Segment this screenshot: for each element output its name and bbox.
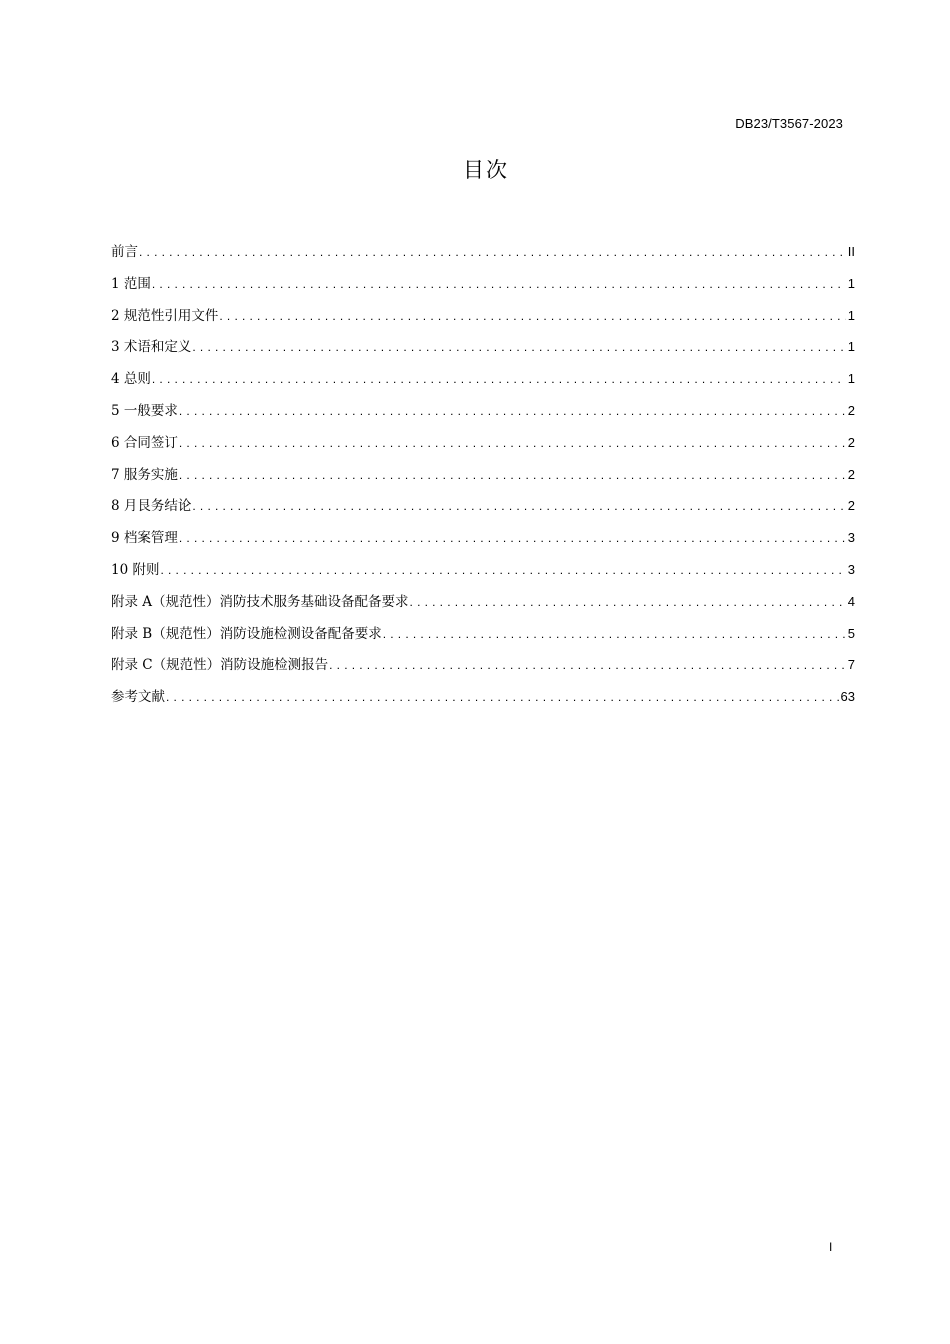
dot-leader — [160, 563, 845, 577]
toc-entry-label: 3 术语和定义 — [111, 339, 192, 356]
dot-leader — [219, 309, 845, 323]
dot-leader — [179, 404, 846, 418]
dot-leader — [383, 627, 846, 641]
toc-entry-service-conclusion[interactable] — [111, 494, 855, 526]
dot-leader — [152, 372, 846, 386]
toc-entry-label: 附录 C（规范性）消防设施检测报告 — [111, 657, 329, 674]
toc-entry-page: 4 — [847, 593, 855, 609]
toc-entry-page: 1 — [847, 339, 855, 355]
toc-entry-page: 7 — [847, 657, 855, 673]
toc-entry-appendix-a[interactable] — [111, 590, 855, 622]
toc-entry-service-implementation[interactable] — [111, 463, 855, 495]
toc-entry-label: 5 一般要求 — [111, 402, 178, 419]
toc-entry-appendix-c[interactable] — [111, 653, 855, 685]
toc-entry-label: 7 服务实施 — [111, 466, 178, 483]
dot-leader — [179, 468, 846, 482]
toc-entry-contract-signing[interactable] — [111, 431, 855, 463]
toc-entry-archive-management[interactable] — [111, 526, 855, 558]
dot-leader — [192, 340, 845, 354]
toc-entry-appendix-b[interactable] — [111, 622, 855, 654]
toc-entry-label: 9 档案管理 — [111, 530, 178, 547]
toc-entry-page: 1 — [847, 371, 855, 387]
dot-leader — [179, 531, 846, 545]
dot-leader — [329, 658, 846, 672]
page-number: I — [829, 1240, 833, 1254]
dot-leader — [152, 277, 846, 291]
table-of-contents — [111, 240, 855, 717]
toc-entry-page: 2 — [847, 498, 855, 514]
toc-entry-label: 前言 — [111, 244, 138, 260]
toc-entry-normative-references[interactable] — [111, 304, 855, 336]
toc-entry-general-principles[interactable] — [111, 367, 855, 399]
dot-leader — [179, 436, 846, 450]
toc-entry-general-requirements[interactable] — [111, 399, 855, 431]
toc-entry-scope[interactable] — [111, 272, 855, 304]
document-code: DB23/T3567-2023 — [735, 116, 843, 131]
dot-leader — [139, 245, 846, 259]
toc-entry-terms-definitions[interactable] — [111, 335, 855, 367]
toc-entry-label: 8 月艮务结论 — [111, 498, 192, 515]
toc-entry-page: 63 — [840, 689, 855, 705]
dot-leader — [166, 690, 839, 704]
toc-entry-supplementary-provisions[interactable] — [111, 558, 855, 590]
toc-entry-label: 附录 A（规范性）消防技术服务基础设备配备要求 — [111, 593, 409, 610]
toc-entry-page: 2 — [847, 466, 855, 482]
toc-entry-page: 2 — [847, 434, 855, 450]
toc-entry-label: 10 附则 — [111, 561, 160, 578]
toc-entry-label: 参考文献 — [111, 689, 165, 706]
toc-entry-label: 附录 B（规范性）消防设施检测设备配备要求 — [111, 625, 382, 642]
dot-leader — [410, 595, 846, 609]
toc-entry-label: 4 总则 — [111, 371, 151, 388]
toc-entry-page: 3 — [847, 561, 855, 577]
toc-entry-page: 5 — [847, 625, 855, 641]
toc-entry-preface[interactable] — [111, 240, 855, 272]
dot-leader — [192, 499, 845, 513]
toc-entry-page: 3 — [847, 530, 855, 546]
toc-entry-label: 2 规范性引用文件 — [111, 307, 219, 324]
toc-entry-page: 1 — [847, 307, 855, 323]
toc-entry-label: 6 合同签订 — [111, 434, 178, 451]
toc-entry-page: 1 — [847, 275, 855, 291]
toc-entry-bibliography[interactable] — [111, 685, 855, 717]
toc-entry-page: II — [847, 244, 855, 259]
toc-entry-label: 1 范围 — [111, 275, 151, 292]
toc-title: 目次 — [463, 158, 509, 182]
toc-entry-page: 2 — [847, 402, 855, 418]
